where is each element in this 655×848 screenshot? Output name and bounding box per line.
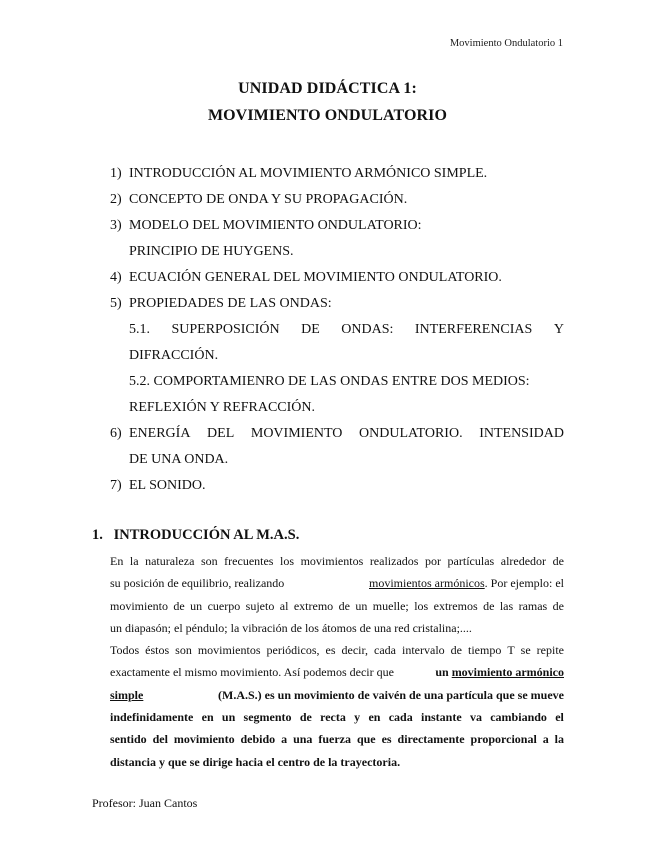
section-title: INTRODUCCIÓN AL M.A.S. (113, 527, 300, 543)
word: de (552, 598, 564, 613)
footer-author: Profesor: Juan Cantos (92, 796, 198, 810)
paragraph-line (110, 595, 564, 617)
toc-word: 5.1. (129, 322, 150, 337)
word: la (129, 554, 139, 568)
word: una (293, 732, 313, 747)
word: directamente (397, 732, 465, 747)
toc-text: PRINCIPIO DE HUYGENS. (129, 244, 294, 259)
toc-number: 1) (110, 166, 122, 181)
text-span: exactamente el mismo movimiento. Así podemos decir que (110, 665, 394, 680)
word: de (173, 598, 185, 613)
word: decir, (341, 643, 369, 658)
section-body (110, 550, 564, 773)
word: T (507, 643, 515, 658)
word: las (499, 598, 514, 613)
paragraph-line (110, 661, 564, 683)
toc-subitem-5-1 (110, 317, 564, 369)
toc-item-2 (110, 187, 564, 213)
toc-item-3 (110, 213, 564, 239)
word: ramas (518, 598, 548, 613)
toc-word: MOVIMIENTO (250, 426, 343, 441)
word: alrededor (500, 554, 547, 568)
paragraph-line (110, 550, 564, 572)
toc-number: 5) (110, 296, 122, 311)
toc-word: ENERGÍA (129, 426, 191, 441)
word: a (542, 732, 549, 747)
word: de (299, 710, 312, 725)
running-header: Movimiento Ondulatorio 1 (449, 38, 563, 49)
toc-text: MODELO DEL MOVIMIENTO ONDULATORIO: (129, 218, 422, 233)
word: cada (388, 710, 413, 725)
word: naturaleza (145, 554, 195, 568)
toc-text: DE UNA ONDA. (129, 452, 229, 467)
word: éstos (145, 643, 170, 658)
word: tiempo (468, 643, 502, 658)
underlined-term: movimiento armónico (451, 665, 564, 680)
word: muelle; (372, 598, 409, 613)
word: realizados (369, 554, 419, 568)
toc-item-5 (110, 291, 564, 317)
paragraph-line (110, 572, 564, 594)
word: al (279, 598, 289, 613)
word: intervalo (402, 643, 445, 658)
paragraph-line (110, 684, 564, 706)
word: los (414, 598, 429, 613)
word: en (368, 710, 381, 725)
word: un (355, 598, 368, 613)
word: es (325, 643, 336, 658)
word: la (554, 732, 564, 747)
toc-word: DEL (207, 426, 235, 441)
word: Todos (110, 643, 140, 658)
word: movimientos (197, 643, 261, 658)
word: fuerza (318, 732, 352, 747)
word: periódicos, (266, 643, 320, 658)
toc-word: INTERFERENCIAS (414, 322, 533, 337)
word: un (221, 710, 236, 725)
unit-title: UNIDAD DIDÁCTICA 1: (238, 80, 417, 97)
text-span: su posición de equilibrio, realizando (110, 576, 285, 591)
unit-subtitle: MOVIMIENTO ONDULATORIO (207, 107, 448, 124)
paragraph-line (110, 639, 564, 661)
word: movimiento (173, 732, 235, 747)
toc-word: INTENSIDAD (479, 426, 564, 441)
word: los (280, 554, 295, 568)
toc-text: EL SONIDO. (129, 478, 206, 493)
word: a (281, 732, 288, 747)
word: sentido (110, 732, 147, 747)
text-span (369, 572, 564, 594)
word: del (152, 732, 168, 747)
word: en (201, 710, 214, 725)
toc-subitem-5-1-line (129, 317, 564, 343)
toc-word: ONDULATORIO. (359, 426, 463, 441)
word: por (425, 554, 441, 568)
word: extremo (293, 598, 334, 613)
paragraph-line (110, 728, 564, 750)
bold-text: (M.A.S.) es un movimiento de vaivén de una partícula que se mueve (218, 687, 564, 702)
word: cuerpo (207, 598, 241, 613)
section-heading (92, 527, 299, 544)
bold-text: un (435, 665, 449, 680)
section-number: 1. (92, 527, 103, 543)
toc-item-3-cont (110, 239, 564, 265)
word: son (175, 643, 192, 658)
word: indefinidamente (110, 710, 194, 725)
word: es (381, 732, 392, 747)
word: frecuentes (224, 554, 274, 568)
toc-text (129, 421, 564, 447)
word: movimientos (300, 554, 364, 568)
word: debido (240, 732, 276, 747)
word: de (552, 554, 564, 568)
word: de (483, 598, 495, 613)
word: instante (421, 710, 462, 725)
toc-subitem-5-2-cont: REFLEXIÓN Y REFRACCIÓN. (129, 400, 316, 415)
toc-text: PROPIEDADES DE LAS ONDAS: (129, 296, 332, 311)
word: sujeto (245, 598, 275, 613)
toc-word: ONDAS: (341, 322, 394, 337)
bold-span (435, 661, 564, 683)
word: repite (536, 643, 564, 658)
toc-item-1 (110, 161, 564, 187)
table-of-contents (110, 161, 564, 499)
toc-text: CONCEPTO DE ONDA Y SU PROPAGACIÓN. (129, 192, 408, 207)
word: cada (374, 643, 397, 658)
word: En (110, 554, 124, 568)
toc-number: 4) (110, 270, 122, 285)
paragraph-line: un diapasón; el péndulo; la vibración de los átomos de una red cristalina;.... (110, 620, 472, 635)
toc-word: DE (301, 322, 320, 337)
toc-item-6-cont (110, 447, 564, 473)
toc-subitem-5-2-line: 5.2. COMPORTAMIENRO DE LAS ONDAS ENTRE DOS MEDIOS: (129, 374, 530, 389)
toc-item-7 (110, 473, 564, 499)
word: movimiento (110, 598, 168, 613)
toc-text: INTRODUCCIÓN AL MOVIMIENTO ARMÓNICO SIMPLE. (129, 166, 488, 181)
word: extremos (433, 598, 478, 613)
word: de (338, 598, 350, 613)
word: un (190, 598, 203, 613)
underlined-term: movimientos armónicos (369, 576, 485, 591)
word: cambiando (490, 710, 547, 725)
underlined-term: simple (110, 687, 144, 702)
word: que (356, 732, 376, 747)
toc-item-6 (110, 421, 564, 447)
toc-subitem-5-1-cont: DIFRACCIÓN. (129, 348, 219, 363)
toc-word: Y (553, 322, 564, 337)
toc-number: 7) (110, 478, 122, 493)
word: segmento (243, 710, 292, 725)
word: y (354, 710, 361, 725)
toc-number: 3) (110, 218, 122, 233)
word: partículas (447, 554, 495, 568)
paragraph-line (110, 706, 564, 728)
toc-number: 2) (110, 192, 122, 207)
paragraph-line: distancia y que se dirige hacia el centro de la trayectoria. (110, 754, 401, 769)
toc-word: SUPERPOSICIÓN (171, 322, 280, 337)
word: el (555, 710, 564, 725)
word: proporcional (470, 732, 537, 747)
toc-number: 6) (110, 426, 122, 441)
word: se (520, 643, 531, 658)
word: va (469, 710, 482, 725)
toc-text: ECUACIÓN GENERAL DEL MOVIMIENTO ONDULATORIO. (129, 270, 502, 285)
word: son (200, 554, 218, 568)
word: de (450, 643, 462, 658)
toc-item-4 (110, 265, 564, 291)
toc-subitem-5-2 (110, 369, 564, 421)
text-span: . Por ejemplo: el (484, 576, 564, 591)
word: recta (320, 710, 346, 725)
